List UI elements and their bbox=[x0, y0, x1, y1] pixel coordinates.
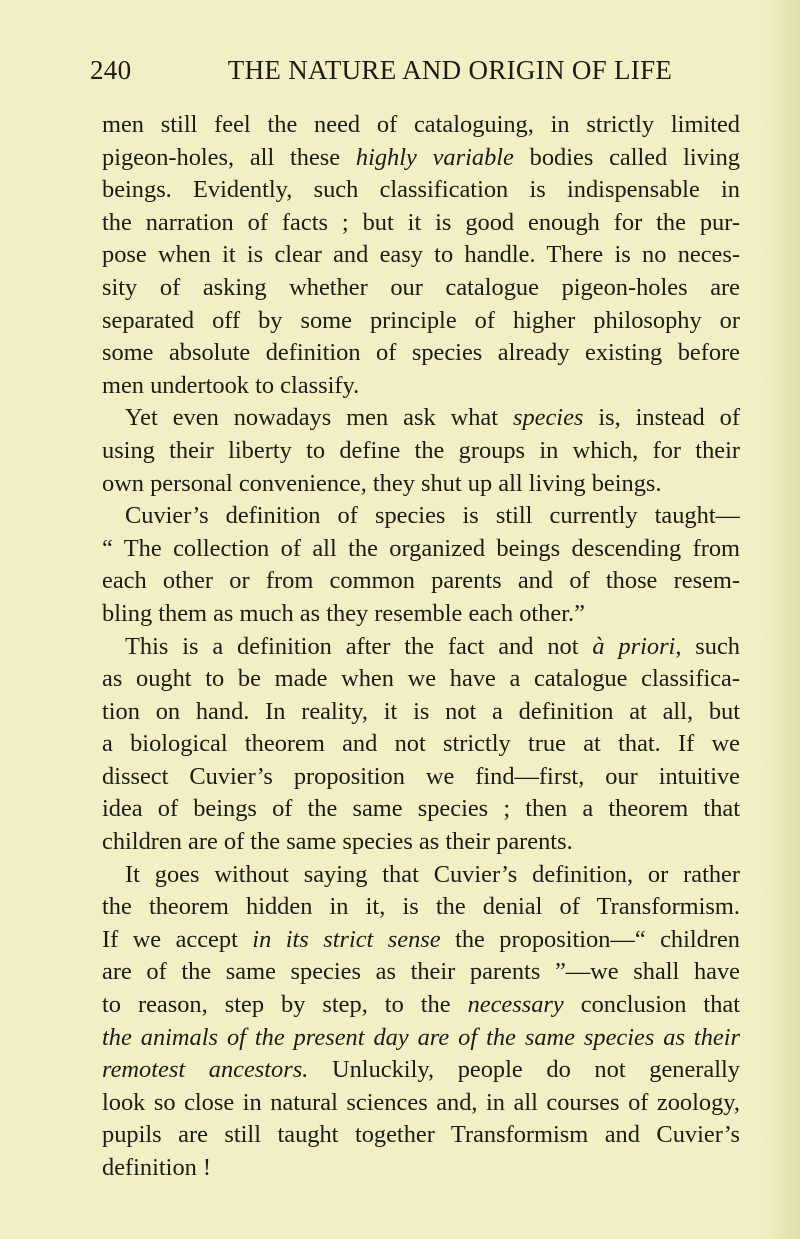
text-segment: It goes without saying that Cuvier’s definition, or rather bbox=[125, 860, 740, 888]
text-segment: bodies called living bbox=[513, 143, 740, 171]
text-segment: conclusion that bbox=[563, 991, 740, 1019]
italic-text: remotest ancestors. bbox=[102, 1056, 309, 1084]
text-segment: a biological theorem and not strictly true at that. If we bbox=[102, 730, 740, 758]
text-segment: bling them as much as they resemble each other.” bbox=[102, 599, 585, 627]
text-segment: as ought to be made when we have a catalogue classifica- bbox=[102, 665, 740, 693]
text-line bbox=[102, 1054, 740, 1087]
italic-text: highly variable bbox=[355, 143, 514, 171]
text-segment: own personal convenience, they shut up all living beings. bbox=[102, 469, 662, 497]
running-title: THE NATURE AND ORIGIN OF LIFE bbox=[227, 55, 673, 85]
text-line bbox=[102, 272, 740, 305]
text-line bbox=[102, 1087, 740, 1120]
text-segment: dissect Cuvier’s proposition we find—first, our intuitive bbox=[102, 762, 740, 790]
text-line bbox=[102, 500, 740, 533]
text-segment: If we accept bbox=[102, 925, 253, 953]
text-line bbox=[102, 793, 740, 826]
italic-text: necessary bbox=[467, 991, 564, 1019]
text-line bbox=[102, 631, 740, 664]
italic-text: à priori bbox=[592, 632, 676, 660]
text-line bbox=[102, 728, 740, 761]
text-line bbox=[102, 1022, 740, 1055]
text-line bbox=[102, 239, 740, 272]
text-line bbox=[102, 859, 740, 892]
text-line bbox=[102, 142, 740, 175]
text-line bbox=[102, 598, 740, 631]
text-segment: tion on hand. In reality, it is not a definition at all, but bbox=[102, 697, 740, 725]
text-line bbox=[102, 565, 740, 598]
text-line bbox=[102, 109, 740, 142]
text-line bbox=[102, 1152, 740, 1185]
text-segment: idea of beings of the same species ; then a theorem that bbox=[102, 795, 740, 823]
running-header bbox=[90, 50, 740, 90]
text-line bbox=[102, 174, 740, 207]
text-line bbox=[102, 696, 740, 729]
text-segment: to reason, step by step, to the bbox=[102, 991, 468, 1019]
text-segment: Cuvier’s definition of species is still currently taught— bbox=[125, 502, 740, 530]
text-segment: beings. Evidently, such classification is indispensable in bbox=[102, 176, 740, 204]
text-line bbox=[102, 956, 740, 989]
text-segment: sity of asking whether our catalogue pigeon-holes are bbox=[102, 273, 740, 301]
text-segment: separated off by some principle of higher philosophy or bbox=[102, 306, 740, 334]
text-line bbox=[102, 761, 740, 794]
text-line bbox=[102, 402, 740, 435]
italic-text: in its strict sense bbox=[252, 925, 441, 953]
text-segment: “ The collection of all the organized beings descending from bbox=[102, 534, 740, 562]
text-segment: men still feel the need of cataloguing, in strictly limited bbox=[102, 111, 740, 138]
text-line bbox=[102, 337, 740, 370]
text-segment: definition ! bbox=[102, 1154, 212, 1181]
text-line bbox=[102, 663, 740, 696]
text-line bbox=[102, 370, 740, 403]
text-line bbox=[102, 924, 740, 957]
text-segment: the theorem hidden in it, is the denial of Transformism. bbox=[102, 893, 740, 921]
text-segment: is, instead of bbox=[583, 404, 740, 432]
text-line bbox=[102, 207, 740, 240]
text-segment: Unluckily, people do not generally bbox=[308, 1056, 740, 1084]
text-segment: the proposition—“ children bbox=[440, 925, 740, 953]
text-segment: Yet even nowadays men ask what bbox=[125, 404, 513, 432]
text-segment: This is a definition after the fact and not bbox=[125, 632, 593, 660]
italic-text: species bbox=[512, 404, 584, 432]
text-segment: pigeon-holes, all these bbox=[102, 143, 356, 171]
text-segment: are of the same species as their parents ”—we shall have bbox=[102, 958, 740, 986]
text-line bbox=[102, 468, 740, 501]
text-line bbox=[102, 435, 740, 468]
text-line bbox=[102, 989, 740, 1022]
text-segment: the narration of facts ; but it is good enough for the pur- bbox=[102, 208, 740, 236]
text-segment: , such bbox=[675, 632, 740, 660]
text-line bbox=[102, 533, 740, 566]
text-segment: men undertook to classify. bbox=[102, 371, 360, 399]
body-text bbox=[102, 109, 740, 1185]
text-line bbox=[102, 1119, 740, 1152]
text-segment: pose when it is clear and easy to handle. There is no neces- bbox=[102, 241, 740, 269]
text-segment: children are of the same species as their parents. bbox=[102, 828, 573, 856]
text-line bbox=[102, 826, 740, 859]
text-segment: using their liberty to define the groups in which, for their bbox=[102, 436, 740, 464]
page-number: 240 bbox=[90, 55, 132, 85]
text-segment: each other or from common parents and of those resem- bbox=[102, 567, 740, 595]
text-segment: some absolute definition of species already existing before bbox=[102, 339, 740, 367]
text-line bbox=[102, 891, 740, 924]
page-edge-shadow bbox=[764, 0, 800, 1239]
text-segment: pupils are still taught together Transformism and Cuvier’s bbox=[102, 1121, 740, 1149]
text-line bbox=[102, 305, 740, 338]
italic-text: the animals of the present day are of the same species as their bbox=[102, 1023, 740, 1051]
text-segment: look so close in natural sciences and, in all courses of zoology, bbox=[102, 1088, 740, 1116]
